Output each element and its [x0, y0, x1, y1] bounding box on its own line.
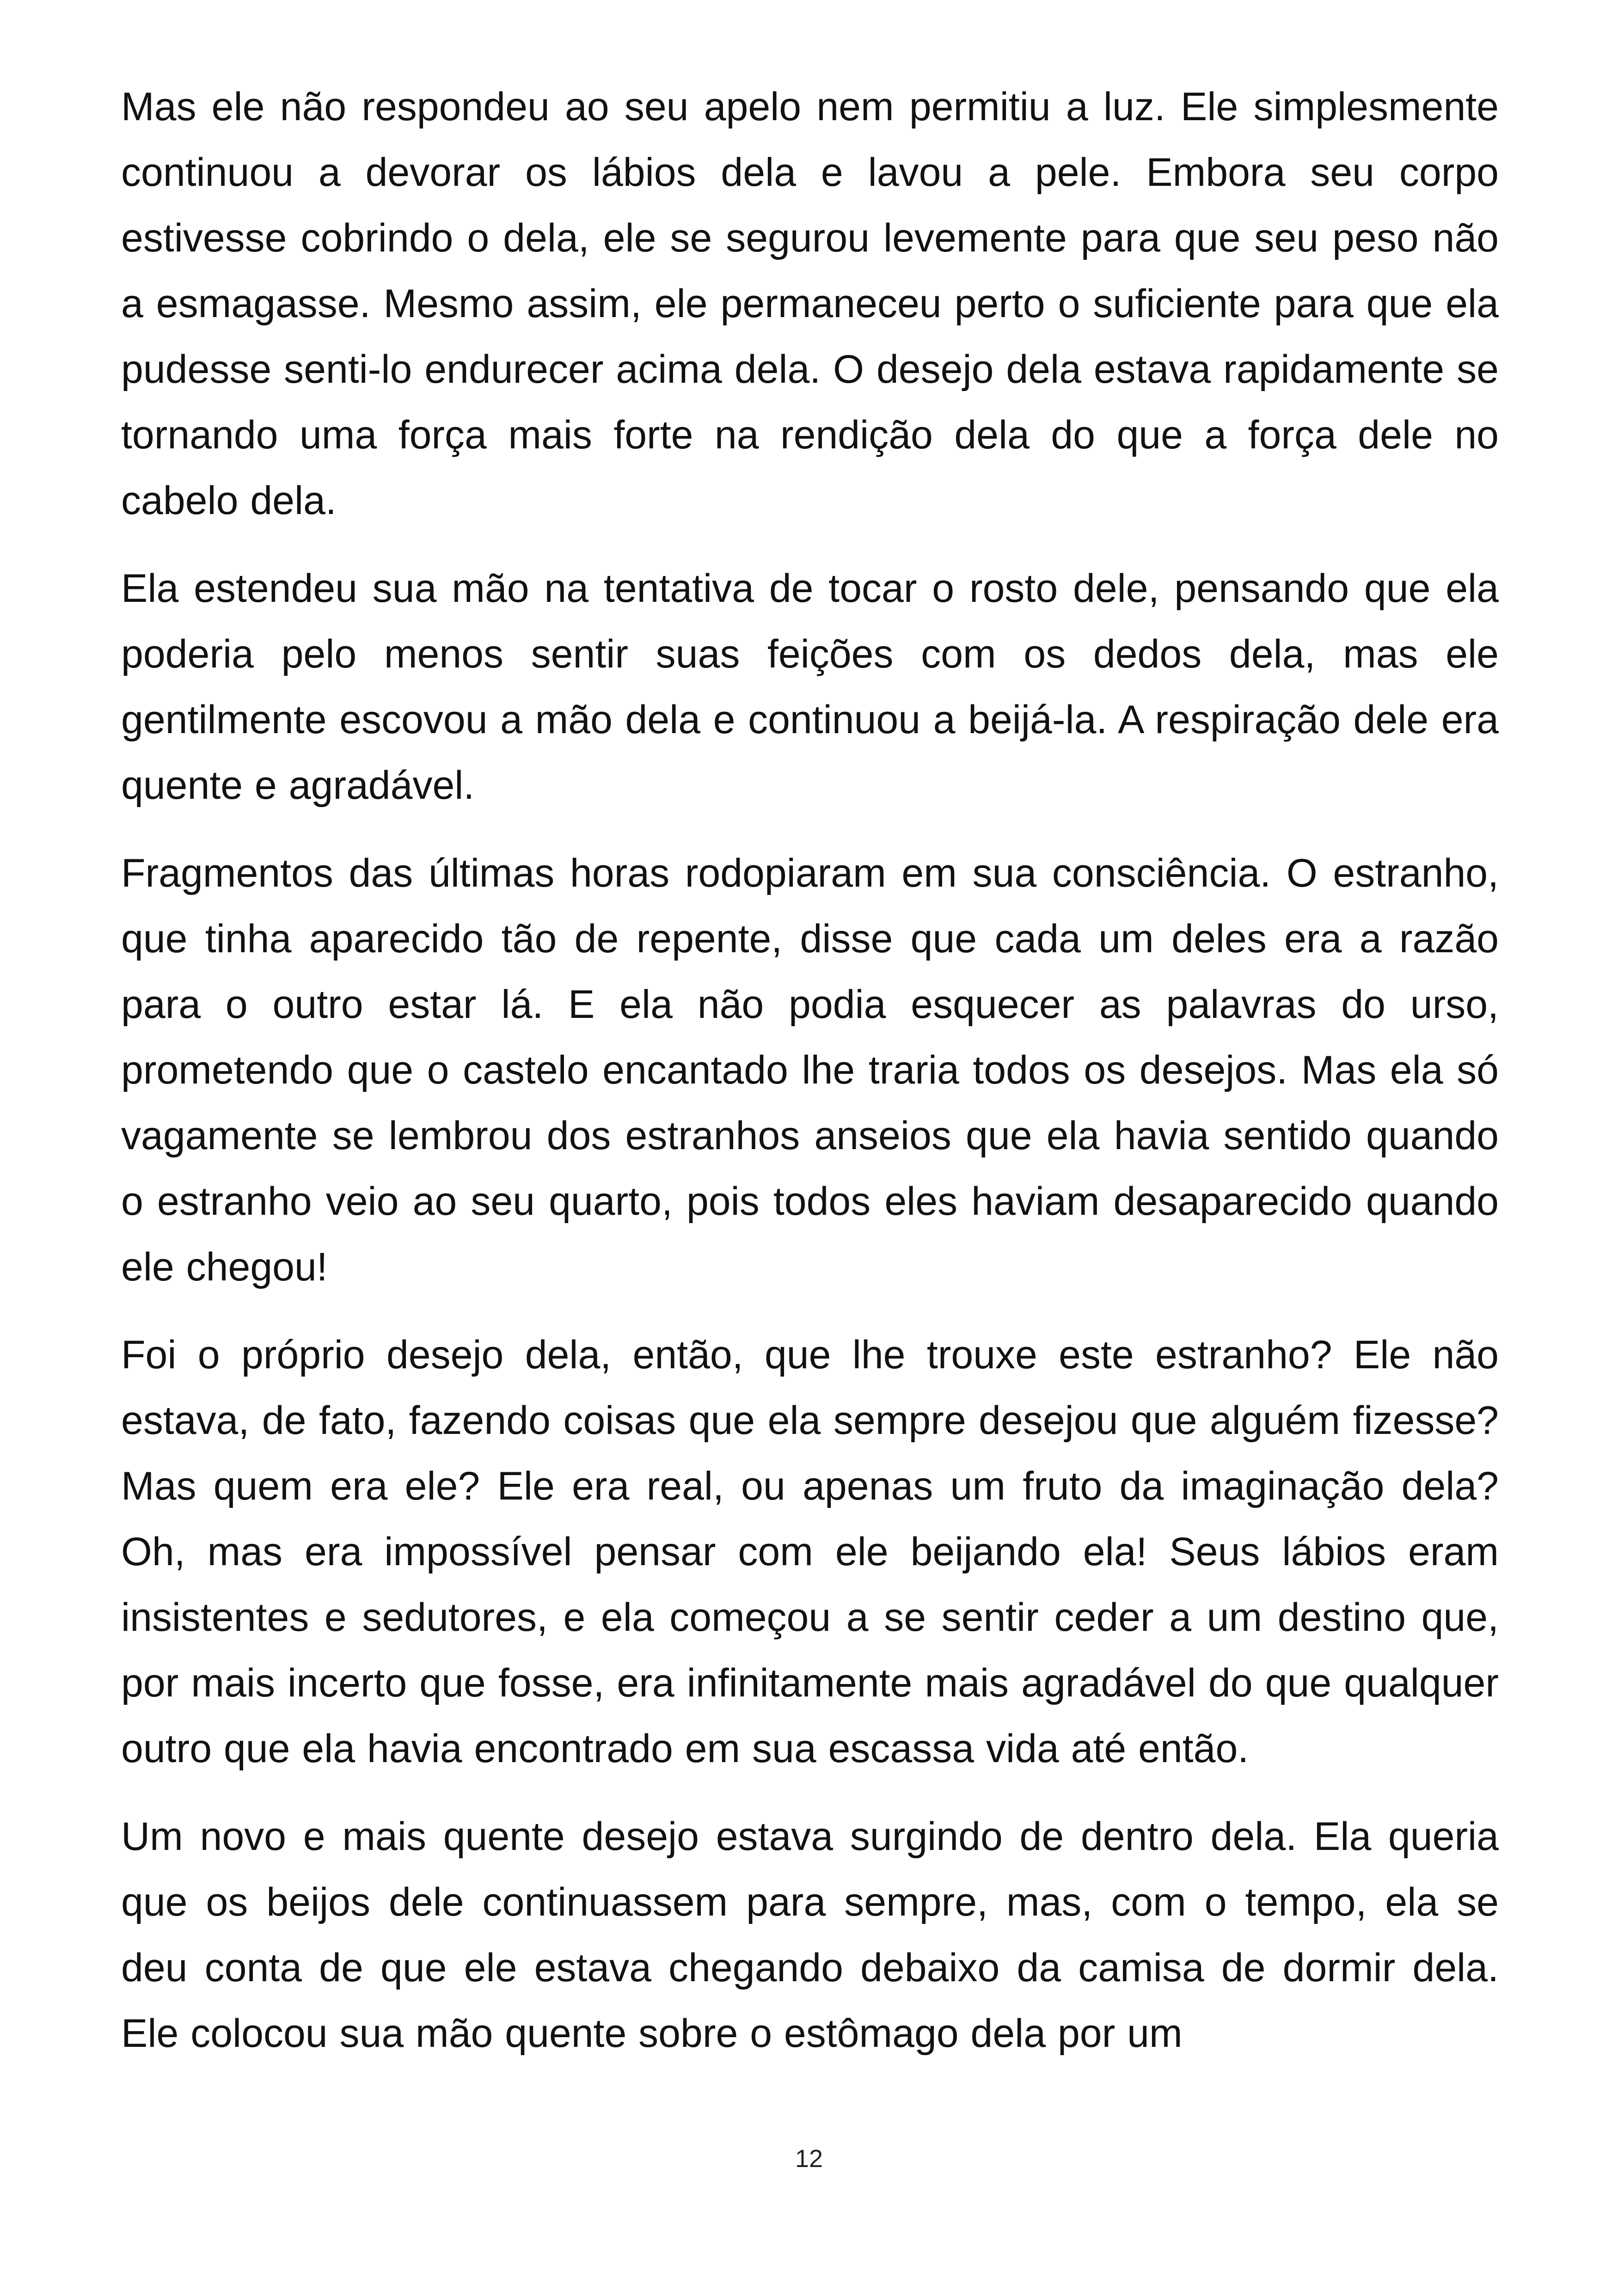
paragraph-5: Um novo e mais quente desejo estava surgindo de dentro dela. Ela queria que os beijos dele continuassem para sempre, mas, com o tempo, ela se deu conta de que ele estava chegando debaixo da camisa de dormir dela. Ele colocou sua mão quente sobre o estômago dela por um	[121, 1814, 1499, 2056]
page-number: 12	[795, 2145, 823, 2173]
paragraph-3: Fragmentos das últimas horas rodopiaram em sua consciência. O estranho, que tinha aparecido tão de repente, disse que cada um deles era a razão para o outro estar lá. E ela não podia esquecer as palavras do urso, prometendo que o castelo encantado lhe traria todos os desejos. Mas ela só vagamente se lembrou dos estranhos anseios que ela havia sentido quando o estranho veio ao seu quarto, pois todos eles haviam desaparecido quando ele chegou!	[121, 851, 1499, 1289]
paragraph-1: Mas ele não respondeu ao seu apelo nem permitiu a luz. Ele simplesmente continuou a devorar os lábios dela e lavou a pele. Embora seu corpo estivesse cobrindo o dela, ele se segurou levemente para que seu peso não a esmagasse. Mesmo assim, ele permaneceu perto o suficiente para que ela pudesse senti-lo endurecer acima dela. O desejo dela estava rapidamente se tornando uma força mais forte na rendição dela do que a força dele no cabelo dela.	[121, 85, 1499, 523]
document-page	[121, 74, 1499, 2088]
paragraph-2: Ela estendeu sua mão na tentativa de tocar o rosto dele, pensando que ela poderia pelo menos sentir suas feições com os dedos dela, mas ele gentilmente escovou a mão dela e continuou a beijá-la. A respiração dele era quente e agradável.	[121, 566, 1499, 808]
paragraph-4: Foi o próprio desejo dela, então, que lhe trouxe este estranho? Ele não estava, de fato, fazendo coisas que ela sempre desejou que alguém fizesse? Mas quem era ele? Ele era real, ou apenas um fruto da imaginação dela? Oh, mas era impossível pensar com ele beijando ela! Seus lábios eram insistentes e sedutores, e ela começou a se sentir ceder a um destino que, por mais incerto que fosse, era infinitamente mais agradável do que qualquer outro que ela havia encontrado em sua escassa vida até então.	[121, 1333, 1499, 1771]
